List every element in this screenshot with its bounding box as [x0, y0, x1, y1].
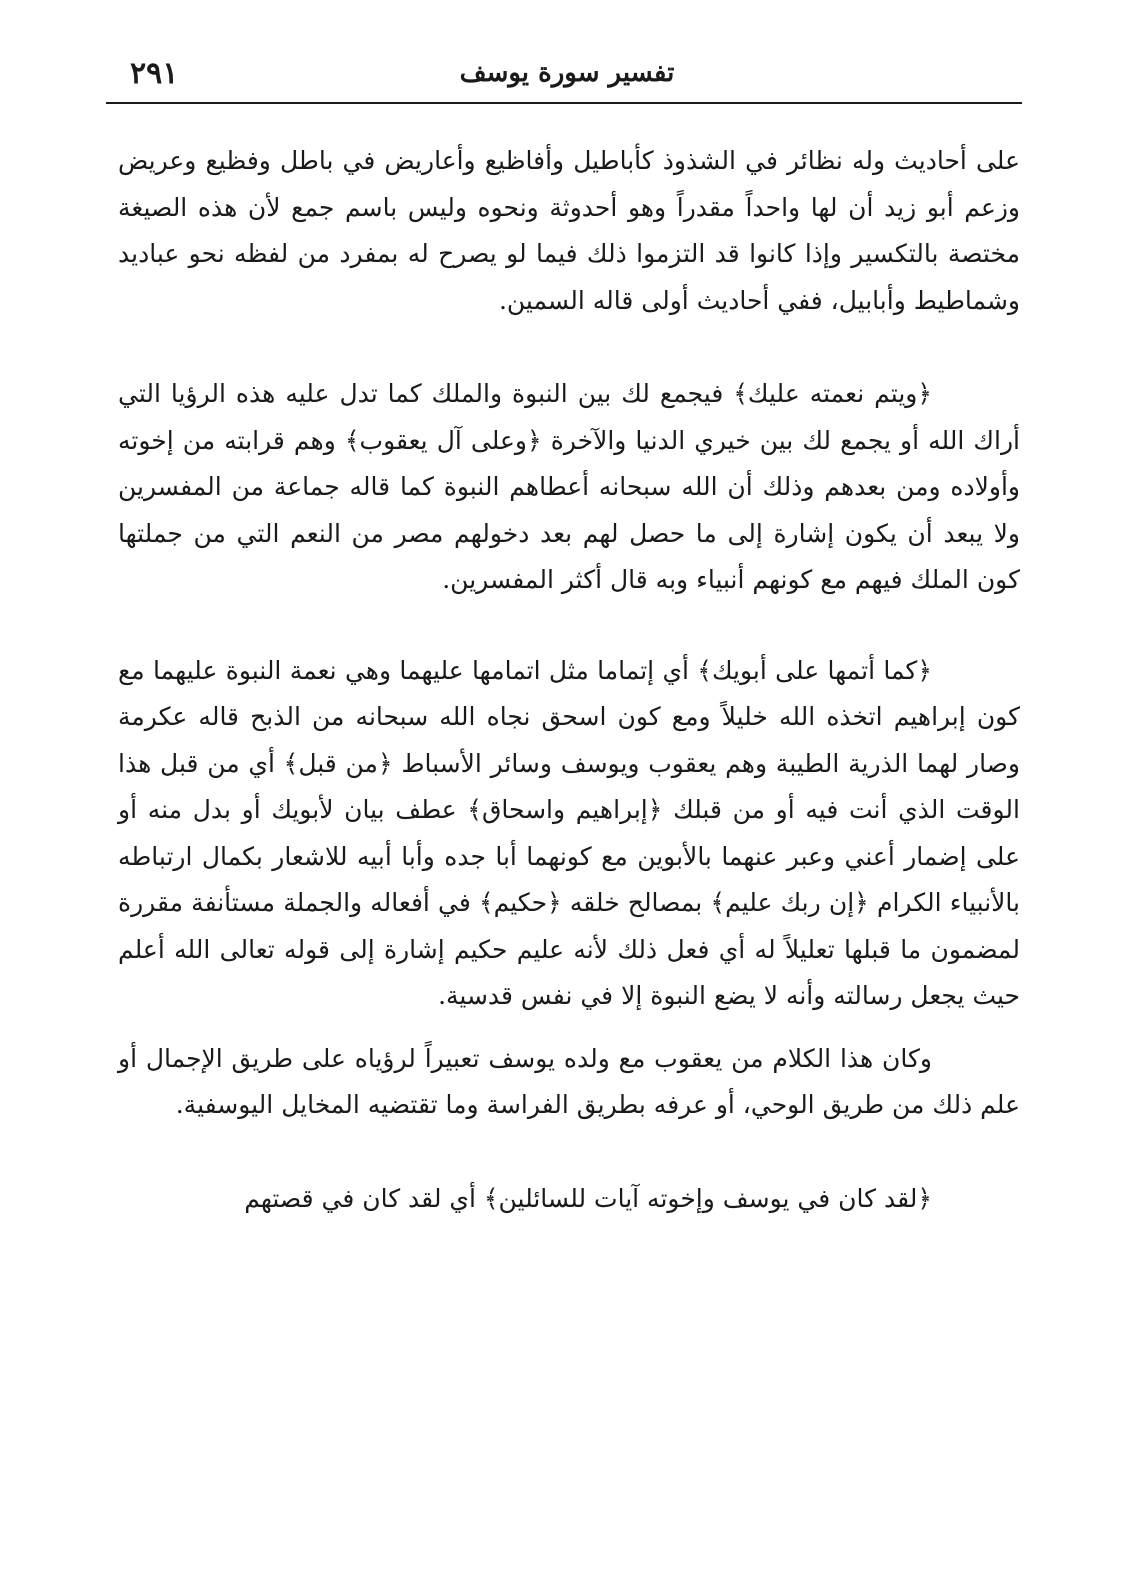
paragraph-gap [118, 1129, 1020, 1176]
paragraph-gap [118, 324, 1020, 371]
paragraph-4: وكان هذا الكلام من يعقوب مع ولده يوسف تعبيراً لرؤياه على طريق الإجمال أو علم ذلك من طريق الوحي، أو عرفه بطريق الفراسة وما تقتضيه المخايل اليوسفية. [118, 1043, 1020, 1119]
paragraph-5: ﴿لقد كان في يوسف وإخوته آيات للسائلين﴾ أي لقد كان في قصتهم [244, 1183, 932, 1213]
page-header [112, 52, 1022, 102]
paragraph-2: ﴿ويتم نعمته عليك﴾ فيجمع لك بين النبوة والملك كما تدل عليه هذه الرؤيا التي أراك الله أو يجمع لك بين خيري الدنيا والآخرة ﴿وعلى آل يعقوب﴾ وهم قرابته من إخوته وأولاده ومن بعدهم وذلك أن الله سبحانه أعطاهم النبوة كما قاله جماعة من المفسرين ولا يبعد أن يكون إشارة إلى ما حصل لهم بعد دخولهم مصر من النعم التي من جملتها كون الملك فيهم مع كونهم أنبياء وبه قال أكثر المفسرين. [118, 379, 1020, 594]
paragraph-gap [118, 1020, 1020, 1036]
paragraph-gap [118, 604, 1020, 648]
page-number: ٢٩١ [130, 56, 179, 91]
paragraph-1: على أحاديث وله نظائر في الشذوذ كأباطيل وأفاظيع وأعاريض في باطل وفظيع وعريض وزعم أبو زيد أن لها واحداً مقدراً وهو أحدوثة ونحوه وليس باسم جمع لأن هذه الصيغة مختصة بالتكسير وإذا كانوا قد التزموا ذلك فيما لو يصرح له بمفرد من لفظه نحو عباديد وشماطيط وأبابيل، ففي أحاديث أولى قاله السمين. [118, 146, 1021, 315]
body-text [118, 138, 1020, 1222]
paragraph-3: ﴿كما أتمها على أبويك﴾ أي إتماما مثل اتمامها عليهما وهي نعمة النبوة عليهما مع كون إبراهيم اتخذه الله خليلاً ومع كون اسحق نجاه الله سبحانه من الذبح قاله عكرمة وصار لهما الذرية الطيبة وهم يعقوب ويوسف وسائر الأسباط ﴿من قبل﴾ أي من قبل هذا الوقت الذي أنت فيه أو من قبلك ﴿إبراهيم واسحاق﴾ عطف بيان لأبويك أو بدل منه أو على إضمار أعني وعبر عنهما بالأبوين مع كونهما أبا جده وأبا أبيه للاشعار بكمال ارتباطه بالأنبياء الكرام ﴿إن ربك عليم﴾ بمصالح خلقه ﴿حكيم﴾ في أفعاله والجملة مستأنفة مقررة لمضمون ما قبلها تعليلاً له أي فعل ذلك لأنه عليم حكيم إشارة إلى قوله تعالى الله أعلم حيث يجعل رسالته وأنه لا يضع النبوة إلا في نفس قدسية. [118, 655, 1020, 1010]
running-title: تفسير سورة يوسف [459, 58, 675, 88]
header-rule [106, 102, 1022, 104]
